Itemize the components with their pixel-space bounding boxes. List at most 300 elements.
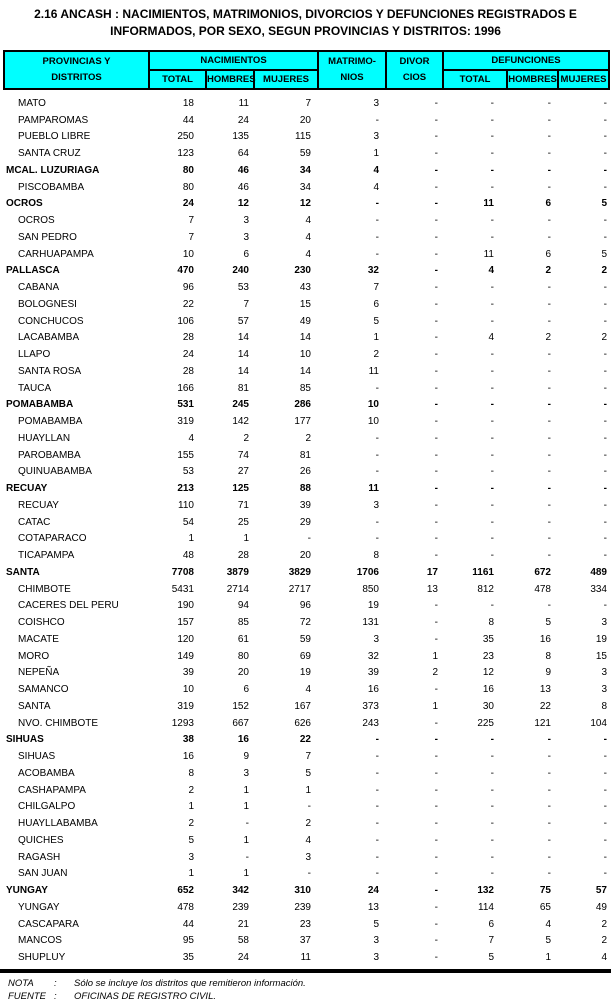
cell-value: 6	[243, 684, 249, 696]
cell-value: 6	[488, 918, 494, 930]
cell-value: 35	[482, 633, 494, 645]
cell-value: -	[434, 516, 438, 528]
cell-value: 95	[182, 935, 194, 947]
cell-value: 54	[182, 516, 194, 528]
cell-value: 4	[545, 918, 551, 930]
cell-value: 49	[299, 315, 311, 327]
cell-value: 19	[595, 633, 607, 645]
row-label: YUNGAY	[18, 901, 60, 913]
col-header-def-hombres: HOMBRES	[507, 70, 558, 89]
cell-value: 46	[237, 181, 249, 193]
cell-value: 123	[177, 148, 194, 160]
cell-value: 58	[237, 935, 249, 947]
cell-value: 9	[243, 751, 249, 763]
cell-value: 239	[232, 901, 249, 913]
cell-value: -	[434, 483, 438, 495]
cell-value: 3	[373, 499, 379, 511]
cell-value: 14	[237, 365, 249, 377]
cell-value: -	[547, 114, 551, 126]
cell-value: -	[547, 399, 551, 411]
row-label: CONCHUCOS	[18, 315, 84, 327]
row-label: BOLOGNESI	[18, 298, 77, 310]
cell-value: 6	[545, 198, 551, 210]
cell-value: 10	[367, 399, 379, 411]
cell-value: 531	[177, 399, 194, 411]
cell-value: 2	[601, 265, 607, 277]
cell-value: -	[603, 298, 607, 310]
district-row	[4, 212, 609, 229]
cell-value: -	[434, 868, 438, 880]
cell-value: 28	[182, 332, 194, 344]
cell-value: -	[603, 432, 607, 444]
cell-value: 8	[188, 767, 194, 779]
col-header-matrimonios	[318, 51, 386, 89]
row-label: PAROBAMBA	[18, 449, 81, 461]
cell-value: 6	[373, 298, 379, 310]
cell-value: 177	[294, 416, 311, 428]
cell-value: 39	[299, 499, 311, 511]
cell-value: -	[434, 466, 438, 478]
cell-value: 2714	[226, 583, 249, 595]
cell-value: 34	[299, 181, 311, 193]
row-label: QUICHES	[18, 834, 64, 846]
district-row	[4, 866, 609, 883]
cell-value: 286	[294, 399, 311, 411]
row-label: RECUAY	[6, 483, 48, 495]
cell-value: -	[375, 449, 379, 461]
cell-value: 43	[299, 282, 311, 294]
province-row	[4, 196, 609, 213]
cell-value: 96	[299, 600, 311, 612]
district-row	[4, 514, 609, 531]
district-row	[4, 547, 609, 564]
cell-value: -	[434, 399, 438, 411]
cell-value: -	[603, 215, 607, 227]
cell-value: 7	[373, 282, 379, 294]
cell-value: 61	[237, 633, 249, 645]
cell-value: 14	[237, 349, 249, 361]
cell-value: -	[547, 315, 551, 327]
row-label: NEPEÑA	[18, 667, 60, 679]
cell-value: 13	[426, 583, 438, 595]
cell-value: 24	[237, 114, 249, 126]
cell-value: 1	[243, 784, 249, 796]
cell-value: 7	[188, 231, 194, 243]
cell-value: 14	[299, 365, 311, 377]
cell-value: -	[434, 114, 438, 126]
cell-value: 155	[177, 449, 194, 461]
cell-value: -	[490, 600, 494, 612]
cell-value: 57	[595, 885, 607, 897]
province-row	[4, 732, 609, 749]
divorcios-label-line2: CIOS	[402, 72, 427, 83]
cell-value: 4	[188, 432, 194, 444]
cell-value: 812	[477, 583, 494, 595]
cell-value: 7	[188, 215, 194, 227]
cell-value: 1	[243, 868, 249, 880]
cell-value: 74	[237, 449, 249, 461]
district-row	[4, 899, 609, 916]
cell-value: 20	[299, 550, 311, 562]
col-header-nac-total: TOTAL	[149, 70, 206, 89]
cell-value: -	[434, 550, 438, 562]
cell-value: 11	[238, 97, 249, 109]
cell-value: 16	[237, 734, 249, 746]
cell-value: 39	[367, 667, 379, 679]
cell-value: -	[375, 114, 379, 126]
cell-value: 22	[539, 700, 551, 712]
cell-value: 3	[243, 231, 249, 243]
cell-value: -	[490, 432, 494, 444]
cell-value: -	[547, 298, 551, 310]
cell-value: -	[603, 164, 607, 176]
row-label: MATO	[18, 97, 46, 109]
district-row	[4, 129, 609, 146]
district-row	[4, 531, 609, 548]
cell-value: 250	[177, 131, 194, 143]
cell-value: 1	[243, 834, 249, 846]
cell-value: 5	[373, 918, 379, 930]
cell-value: -	[434, 349, 438, 361]
cell-value: 2	[545, 332, 551, 344]
district-row	[4, 949, 609, 966]
cell-value: 3	[243, 767, 249, 779]
row-label: SHUPLUY	[18, 952, 66, 964]
district-row	[4, 380, 609, 397]
cell-value: 4	[373, 181, 379, 193]
cell-value: 1	[188, 533, 194, 545]
cell-value: 4	[488, 332, 494, 344]
cell-value: 489	[590, 566, 607, 578]
cell-value: 80	[237, 650, 249, 662]
cell-value: -	[603, 131, 607, 143]
provincias-label-line2: DISTRITOS	[51, 72, 102, 83]
district-row	[4, 849, 609, 866]
row-label: HUAYLLABAMBA	[18, 818, 98, 830]
cell-value: -	[490, 315, 494, 327]
cell-value: 2717	[288, 583, 311, 595]
cell-value: 190	[177, 600, 194, 612]
cell-value: -	[490, 751, 494, 763]
cell-value: 49	[595, 901, 607, 913]
cell-value: 71	[237, 499, 249, 511]
cell-value: -	[547, 181, 551, 193]
cell-value: 2	[601, 332, 607, 344]
cell-value: 3	[373, 952, 379, 964]
cell-value: 3	[188, 851, 194, 863]
cell-value: -	[490, 868, 494, 880]
cell-value: 32	[367, 650, 379, 662]
cell-value: 38	[182, 734, 194, 746]
row-label: SANTA	[18, 700, 51, 712]
cell-value: -	[603, 516, 607, 528]
row-label: CHIMBOTE	[18, 583, 71, 595]
cell-value: 32	[367, 265, 379, 277]
cell-value: -	[547, 483, 551, 495]
page-title-line1: 2.16 ANCASH : NACIMIENTOS, MATRIMONIOS, DIVORCIOS Y DEFUNCIONES REGISTRADOS E	[34, 7, 577, 21]
cell-value: 1	[432, 700, 438, 712]
cell-value: -	[490, 801, 494, 813]
cell-value: -	[547, 164, 551, 176]
cell-value: 10	[182, 248, 194, 260]
matrimonios-label-line2: NIOS	[340, 72, 364, 83]
cell-value: 1	[188, 868, 194, 880]
cell-value: 5431	[171, 583, 194, 595]
cell-value: 15	[595, 650, 607, 662]
cell-value: 37	[299, 935, 311, 947]
cell-value: 115	[295, 131, 311, 143]
district-row	[4, 681, 609, 698]
cell-value: -	[490, 131, 494, 143]
cell-value: -	[490, 734, 494, 746]
cell-value: 11	[300, 952, 311, 964]
cell-value: 80	[182, 181, 194, 193]
cell-value: -	[547, 349, 551, 361]
row-label: SANTA CRUZ	[18, 148, 81, 160]
cell-value: -	[490, 164, 494, 176]
cell-value: 850	[362, 583, 379, 595]
row-label: CACERES DEL PERU	[18, 600, 119, 612]
cell-value: 19	[299, 667, 311, 679]
cell-value: 4	[305, 215, 311, 227]
row-label: SIHUAS	[18, 751, 56, 763]
cell-value: -	[547, 416, 551, 428]
cell-value: 110	[178, 499, 194, 511]
district-row	[4, 346, 609, 363]
cell-value: 152	[232, 700, 249, 712]
cell-value: 319	[177, 700, 194, 712]
cell-value: -	[434, 952, 438, 964]
cell-value: -	[434, 717, 438, 729]
cell-value: 2	[545, 265, 551, 277]
col-header-defunciones: DEFUNCIONES	[443, 51, 609, 70]
district-row	[4, 279, 609, 296]
cell-value: 94	[237, 600, 249, 612]
cell-value: -	[490, 416, 494, 428]
cell-value: 2	[305, 432, 311, 444]
cell-value: 3	[601, 684, 607, 696]
cell-value: -	[547, 516, 551, 528]
row-label: CASCAPARA	[18, 918, 79, 930]
cell-value: 10	[367, 416, 379, 428]
cell-value: 132	[477, 885, 494, 897]
cell-value: -	[603, 114, 607, 126]
cell-value: 9	[545, 667, 551, 679]
cell-value: 3879	[226, 566, 249, 578]
row-label: MANCOS	[18, 935, 62, 947]
cell-value: 46	[237, 164, 249, 176]
district-row	[4, 330, 609, 347]
cell-value: 106	[177, 315, 194, 327]
cell-value: 75	[539, 885, 551, 897]
cell-value: -	[490, 483, 494, 495]
cell-value: 10	[299, 349, 311, 361]
cell-value: 72	[299, 617, 311, 629]
divorcios-label-line1: DIVOR	[399, 56, 430, 67]
row-label: LACABAMBA	[18, 332, 80, 344]
cell-value: 166	[177, 382, 194, 394]
cell-value: -	[547, 784, 551, 796]
cell-value: 25	[237, 516, 249, 528]
district-row	[4, 447, 609, 464]
cell-value: 1	[243, 801, 249, 813]
cell-value: 34	[299, 164, 311, 176]
cell-value: -	[434, 365, 438, 377]
cell-value: 373	[362, 700, 379, 712]
cell-value: 59	[299, 633, 311, 645]
cell-value: -	[547, 215, 551, 227]
cell-value: -	[434, 767, 438, 779]
cell-value: -	[547, 734, 551, 746]
cell-value: -	[375, 248, 379, 260]
cell-value: 21	[237, 918, 249, 930]
district-row	[4, 229, 609, 246]
cell-value: 470	[177, 265, 194, 277]
cell-value: -	[434, 164, 438, 176]
cell-value: -	[603, 315, 607, 327]
cell-value: 478	[177, 901, 194, 913]
district-row	[4, 631, 609, 648]
fuente-text: OFICINAS DE REGISTRO CIVIL.	[74, 991, 216, 1002]
row-label: OCROS	[6, 198, 43, 210]
row-label: OCROS	[18, 215, 55, 227]
row-label: SAN PEDRO	[18, 231, 77, 243]
cell-value: -	[490, 97, 494, 109]
cell-value: 4	[305, 248, 311, 260]
cell-value: 29	[299, 516, 311, 528]
cell-value: 213	[177, 483, 194, 495]
cell-value: -	[547, 131, 551, 143]
row-label: PUEBLO LIBRE	[18, 131, 91, 143]
cell-value: 7708	[171, 566, 194, 578]
cell-value: -	[434, 181, 438, 193]
cell-value: -	[547, 751, 551, 763]
cell-value: -	[434, 97, 438, 109]
district-row	[4, 782, 609, 799]
cell-value: -	[434, 918, 438, 930]
cell-value: 22	[182, 298, 194, 310]
district-row	[4, 765, 609, 782]
cell-value: 96	[182, 282, 194, 294]
col-header-def-mujeres: MUJERES	[558, 70, 609, 89]
cell-value: 12	[482, 667, 494, 679]
cell-value: 23	[482, 650, 494, 662]
cell-value: 125	[232, 483, 249, 495]
cell-value: 342	[232, 885, 249, 897]
cell-value: 24	[182, 349, 194, 361]
cell-value: 6	[545, 248, 551, 260]
cell-value: -	[603, 449, 607, 461]
cell-value: -	[490, 818, 494, 830]
cell-value: 2	[243, 432, 249, 444]
cell-value: -	[375, 851, 379, 863]
cell-value: 5	[488, 952, 494, 964]
cell-value: -	[603, 600, 607, 612]
cell-value: 5	[545, 935, 551, 947]
cell-value: 88	[299, 483, 311, 495]
district-row	[4, 363, 609, 380]
cell-value: 65	[539, 901, 551, 913]
cell-value: 4	[305, 684, 311, 696]
cell-value: 3	[601, 617, 607, 629]
cell-value: 16	[482, 684, 494, 696]
cell-value: -	[490, 533, 494, 545]
cell-value: 239	[294, 901, 311, 913]
cell-value: -	[434, 751, 438, 763]
cell-value: -	[434, 265, 438, 277]
cell-value: 8	[601, 700, 607, 712]
cell-value: 15	[299, 298, 311, 310]
cell-value: -	[434, 818, 438, 830]
fuente-line	[0, 990, 611, 1003]
row-label: MACATE	[18, 633, 59, 645]
cell-value: -	[307, 801, 311, 813]
cell-value: 18	[182, 97, 194, 109]
cell-value: -	[375, 215, 379, 227]
district-row	[4, 145, 609, 162]
cell-value: 12	[237, 198, 249, 210]
cell-value: -	[434, 382, 438, 394]
row-label: HUAYLLAN	[18, 432, 71, 444]
cell-value: 44	[182, 114, 194, 126]
row-label: PISCOBAMBA	[18, 181, 85, 193]
cell-value: -	[375, 818, 379, 830]
cell-value: -	[375, 198, 379, 210]
cell-value: -	[375, 382, 379, 394]
page-title-line2: INFORMADOS, POR SEXO, SEGUN PROVINCIAS Y DISTRITOS: 1996	[110, 24, 501, 38]
cell-value: 53	[182, 466, 194, 478]
cell-value: -	[375, 801, 379, 813]
district-row	[4, 313, 609, 330]
fuente-label: FUENTE	[8, 991, 46, 1002]
cell-value: -	[375, 767, 379, 779]
cell-value: -	[547, 533, 551, 545]
district-row	[4, 799, 609, 816]
cell-value: 59	[299, 148, 311, 160]
cell-value: 14	[299, 332, 311, 344]
cell-value: 131	[362, 617, 379, 629]
row-label: COTAPARACO	[18, 533, 87, 545]
row-label: YUNGAY	[6, 885, 48, 897]
provincias-label-line1: PROVINCIAS Y	[42, 56, 111, 67]
cell-value: -	[547, 801, 551, 813]
district-row	[4, 832, 609, 849]
cell-value: -	[434, 215, 438, 227]
col-header-provincias-distritos	[4, 51, 149, 89]
row-label: CHILGALPO	[18, 801, 76, 813]
cell-value: 2	[373, 349, 379, 361]
cell-value: -	[547, 432, 551, 444]
row-label: POMABAMBA	[6, 399, 74, 411]
row-label: CARHUAPAMPA	[18, 248, 94, 260]
col-header-nacimientos: NACIMIENTOS	[149, 51, 318, 70]
col-header-def-total: TOTAL	[443, 70, 507, 89]
cell-value: 22	[299, 734, 311, 746]
cell-value: -	[603, 231, 607, 243]
row-label: RECUAY	[18, 499, 59, 511]
cell-value: 5	[373, 315, 379, 327]
cell-value: 57	[237, 315, 249, 327]
cell-value: 310	[294, 885, 311, 897]
cell-value: 4	[601, 952, 607, 964]
cell-value: -	[490, 516, 494, 528]
cell-value: -	[603, 282, 607, 294]
cell-value: -	[375, 533, 379, 545]
cell-value: 652	[177, 885, 194, 897]
cell-value: -	[375, 868, 379, 880]
cell-value: -	[603, 784, 607, 796]
district-row	[4, 933, 609, 950]
